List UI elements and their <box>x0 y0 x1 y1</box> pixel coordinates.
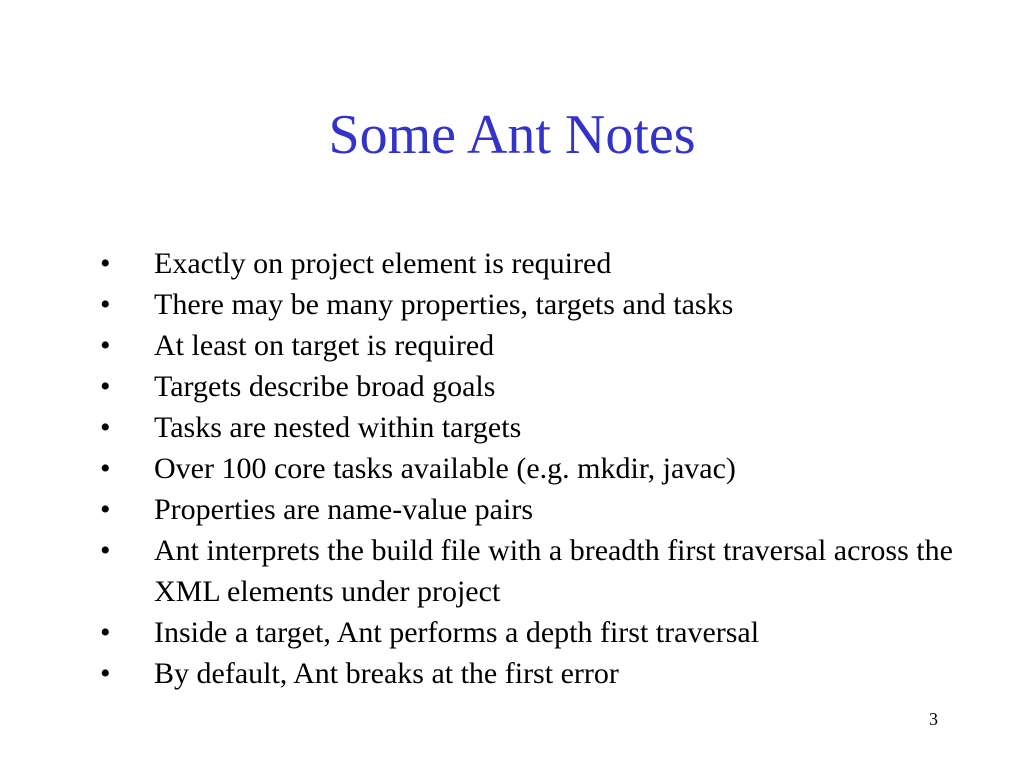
bullet-item <box>100 653 960 694</box>
bullet-text: Ant interprets the build file with a breadth first traversal across the XML elements under project <box>154 534 953 608</box>
bullet-item <box>100 325 960 366</box>
bullet-text: Inside a target, Ant performs a depth first traversal <box>154 616 760 649</box>
bullet-text: There may be many properties, targets and tasks <box>154 288 734 321</box>
bullet-text: Over 100 core tasks available (e.g. mkdir, javac) <box>154 452 736 485</box>
bullet-icon: • <box>100 534 111 567</box>
bullet-text: Properties are name-value pairs <box>154 493 533 526</box>
bullet-icon: • <box>100 288 111 321</box>
bullet-icon: • <box>100 452 111 485</box>
bullet-item <box>100 407 960 448</box>
bullet-text: Targets describe broad goals <box>154 370 496 403</box>
bullet-text: Exactly on project element is required <box>154 247 612 280</box>
bullet-item <box>100 366 960 407</box>
bullet-item <box>100 243 960 284</box>
page-number: 3 <box>929 709 938 729</box>
bullet-item <box>100 612 960 653</box>
bullet-item <box>100 284 960 325</box>
bullet-item <box>100 530 960 612</box>
bullet-icon: • <box>100 247 111 280</box>
bullet-text: At least on target is required <box>154 329 495 362</box>
bullet-text: By default, Ant breaks at the first error <box>154 657 619 690</box>
bullet-icon: • <box>100 329 111 362</box>
bullet-item <box>100 489 960 530</box>
bullet-text: Tasks are nested within targets <box>154 411 522 444</box>
bullet-item <box>100 448 960 489</box>
bullet-icon: • <box>100 616 111 649</box>
bullet-list <box>100 243 960 694</box>
slide-title: Some Ant Notes <box>328 104 696 166</box>
bullet-icon: • <box>100 493 111 526</box>
bullet-icon: • <box>100 411 111 444</box>
bullet-icon: • <box>100 370 111 403</box>
bullet-icon: • <box>100 657 111 690</box>
